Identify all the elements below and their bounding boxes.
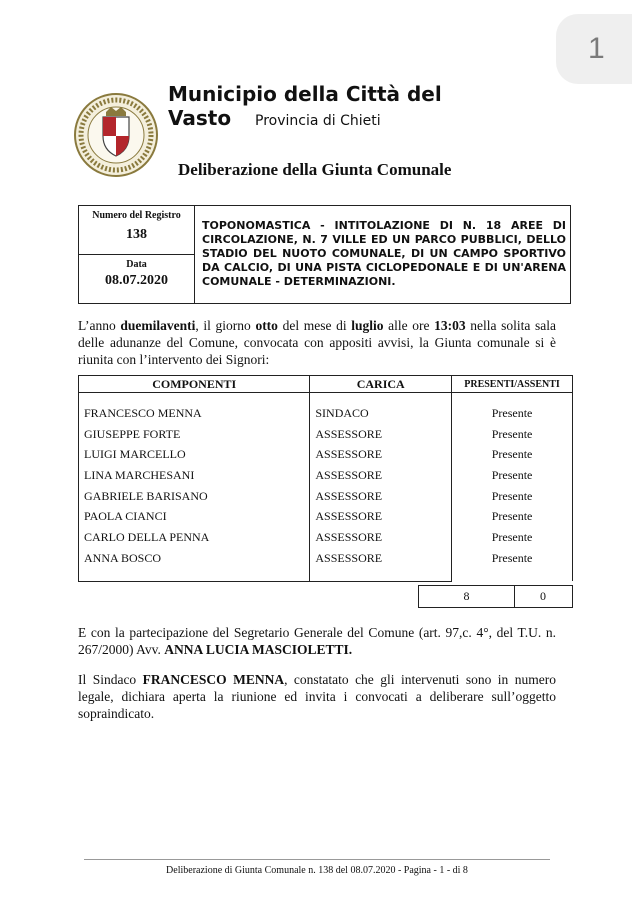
- member-name: GIUSEPPE FORTE: [79, 424, 310, 445]
- intro-month: luglio: [351, 318, 384, 333]
- attendance-totals: [418, 585, 573, 608]
- member-status: Presente: [452, 444, 573, 465]
- member-status: Presente: [452, 506, 573, 527]
- member-role: ASSESSORE: [310, 506, 452, 527]
- table-row: [79, 403, 573, 424]
- member-role: ASSESSORE: [310, 486, 452, 507]
- table-row: [79, 548, 573, 569]
- member-status: Presente: [452, 465, 573, 486]
- member-role: ASSESSORE: [310, 527, 452, 548]
- member-name: GABRIELE BARISANO: [79, 486, 310, 507]
- member-status: Presente: [452, 424, 573, 445]
- table-row: [79, 465, 573, 486]
- member-name: PAOLA CIANCI: [79, 506, 310, 527]
- intro-text: , il giorno: [195, 318, 256, 333]
- mayor-text: Il Sindaco: [78, 672, 143, 687]
- table-row: [79, 506, 573, 527]
- header-attendance: PRESENTI/ASSENTI: [452, 376, 573, 393]
- footer-divider: [84, 859, 550, 860]
- municipal-coat-of-arms-icon: [73, 92, 159, 178]
- secretary-name: ANNA LUCIA MASCIOLETTI.: [164, 642, 353, 657]
- document-title: Deliberazione della Giunta Comunale: [178, 160, 452, 179]
- registry-info: [79, 206, 195, 303]
- absent-count: 0: [540, 589, 546, 603]
- page-footer: Deliberazione di Giunta Comunale n. 138 del 08.07.2020 - Pagina - 1 - di 8: [166, 865, 468, 876]
- members-table: [78, 375, 573, 582]
- intro-paragraph: [78, 317, 556, 368]
- member-status: Presente: [452, 486, 573, 507]
- header-components: COMPONENTI: [79, 376, 310, 393]
- registry-divider: [79, 254, 194, 255]
- mayor-paragraph: [78, 671, 556, 722]
- intro-text: del mese di: [277, 318, 352, 333]
- registry-number: 138: [126, 227, 147, 242]
- intro-text: alle ore: [383, 318, 435, 333]
- member-status: Presente: [452, 548, 573, 569]
- member-status: Presente: [452, 403, 573, 424]
- member-role: ASSESSORE: [310, 548, 452, 569]
- member-role: ASSESSORE: [310, 465, 452, 486]
- page-number: 1: [588, 32, 605, 65]
- intro-text: L’anno: [78, 318, 121, 333]
- member-name: CARLO DELLA PENNA: [79, 527, 310, 548]
- member-name: FRANCESCO MENNA: [79, 403, 310, 424]
- present-count: 8: [419, 586, 515, 607]
- registry-number-label: Numero del Registro: [92, 210, 181, 221]
- table-row: [79, 424, 573, 445]
- registry-date-label: Data: [126, 259, 147, 270]
- intro-year: duemilaventi: [120, 318, 196, 333]
- table-row: [79, 444, 573, 465]
- mayor-name: FRANCESCO MENNA: [142, 672, 285, 687]
- registry-date: 08.07.2020: [105, 273, 168, 288]
- deliberation-subject: TOPONOMASTICA - INTITOLAZIONE DI N. 18 AREE DI CIRCOLAZIONE, N. 7 VILLE ED UN PARCO PUBBLICI, DELLO STADIO DEL NUOTO COMUNALE, DI UN CAMPO SPORTIVO DA CALCIO, DI UNA PISTA CICLOPEDONALE E DI UN'ARENA COMUNALE - DETERMINAZIONI.: [202, 219, 566, 288]
- page-indicator: [556, 14, 632, 84]
- member-status: Presente: [452, 527, 573, 548]
- municipality-title: Municipio della Città del Vasto: [168, 82, 442, 130]
- secretary-text: E con la partecipazione del Segretario Generale del Comune (art. 97,c. 4°, del T.U. n. 267/2000) Avv.: [78, 625, 556, 657]
- member-name: LINA MARCHESANI: [79, 465, 310, 486]
- member-role: ASSESSORE: [310, 444, 452, 465]
- table-row: [79, 486, 573, 507]
- member-name: LUIGI MARCELLO: [79, 444, 310, 465]
- member-name: ANNA BOSCO: [79, 548, 310, 569]
- intro-day: otto: [255, 318, 278, 333]
- members-header-row: [79, 376, 573, 393]
- member-role: ASSESSORE: [310, 424, 452, 445]
- province-subtitle: Provincia di Chieti: [255, 113, 381, 129]
- intro-text: nella solita sala delle adunanze del Comune, convocata con appositi avvisi, la Giunta comunale si è riunita con l’intervento dei Signori:: [78, 318, 557, 367]
- member-role: SINDACO: [310, 403, 452, 424]
- registry-box: [78, 205, 571, 304]
- table-row: [79, 527, 573, 548]
- header-role: CARICA: [310, 376, 452, 393]
- mayor-text: , constatato che gli intervenuti sono in numero legale, dichiara aperta la riunione ed invita i convocati a deliberare sull’oggetto sopraindicato.: [78, 672, 556, 721]
- intro-time: 13:03: [434, 318, 466, 333]
- secretary-paragraph: [78, 624, 556, 658]
